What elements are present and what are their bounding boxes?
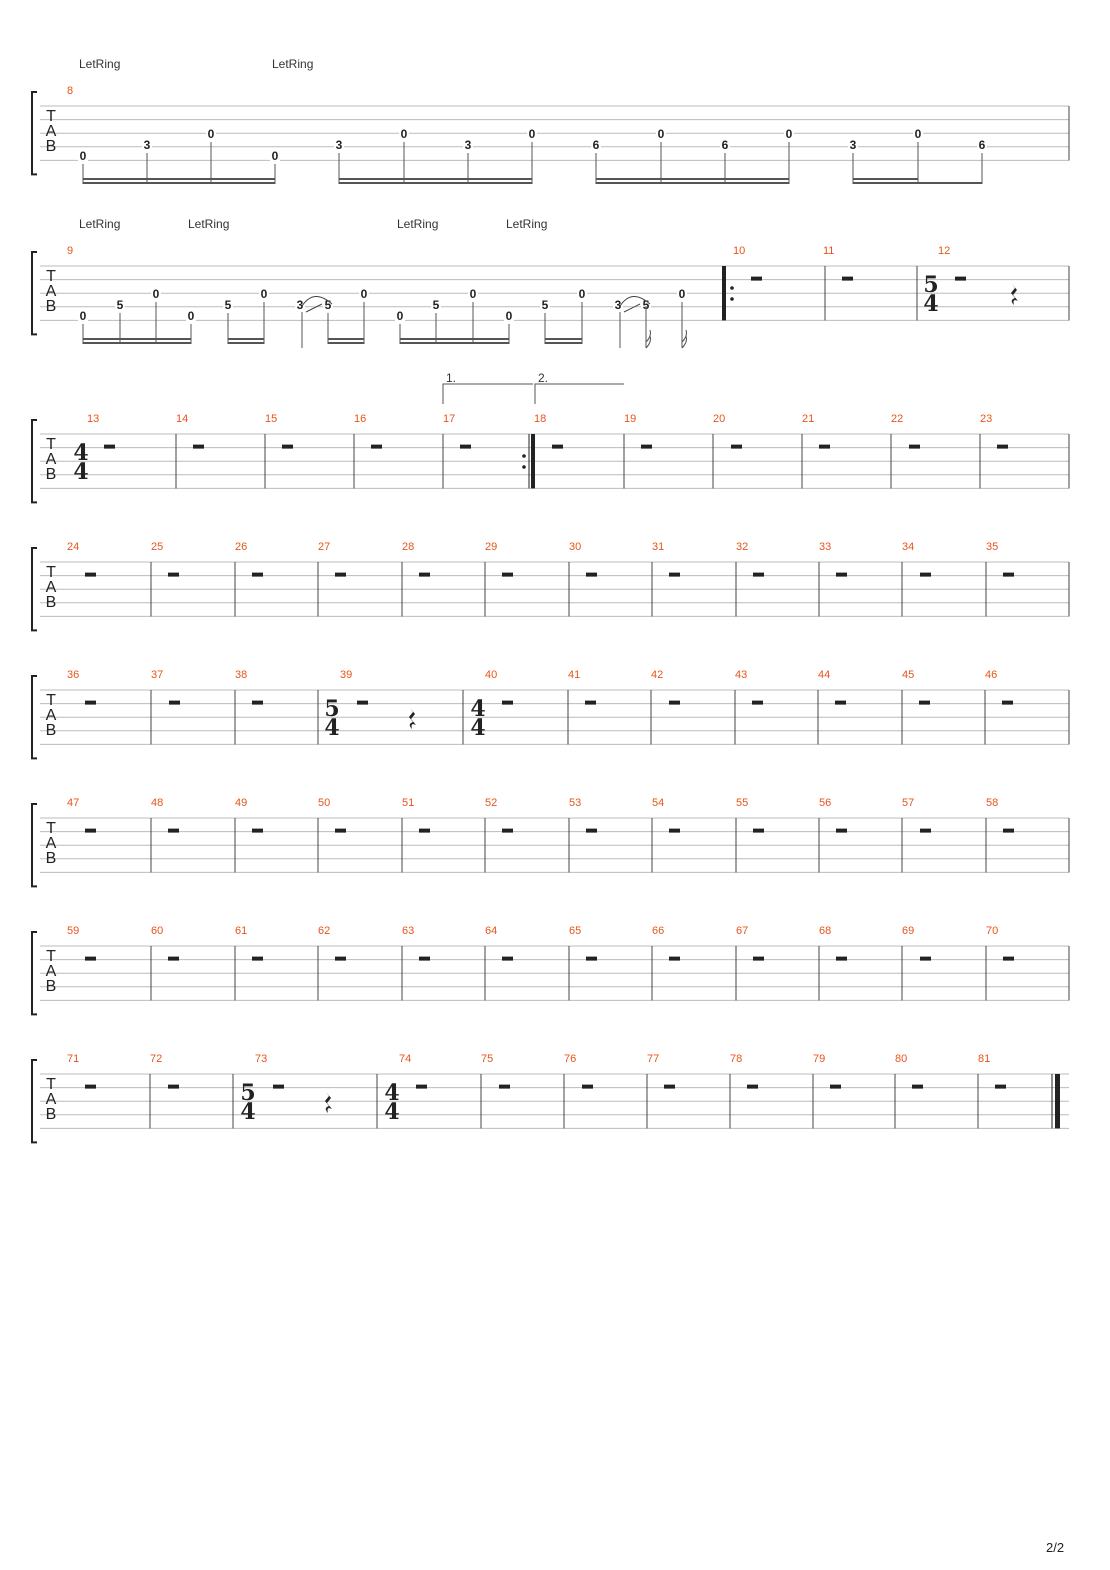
fret-number: 0: [271, 149, 279, 163]
time-signature-bottom: 4: [324, 715, 340, 741]
whole-rest: [585, 701, 596, 705]
measure-number: 51: [402, 797, 415, 809]
measure-number: 44: [818, 669, 831, 681]
fret-number: 3: [296, 298, 304, 312]
tab-clef-letter: A: [45, 283, 57, 300]
measure-number: 81: [978, 1053, 991, 1065]
note-beam: [228, 338, 264, 340]
measure-number: 49: [235, 797, 248, 809]
quarter-rest: [409, 708, 416, 729]
measure-number: 12: [938, 245, 951, 257]
whole-rest: [371, 445, 382, 449]
measure-number: 61: [235, 925, 248, 937]
tab-clef-letter: B: [45, 138, 57, 155]
tab-clef-letter: A: [45, 835, 57, 852]
whole-rest: [335, 573, 346, 577]
whole-rest: [252, 701, 263, 705]
whole-rest: [836, 957, 847, 961]
repeat-thick-bar: [531, 434, 535, 488]
whole-rest: [836, 829, 847, 833]
whole-rest: [582, 1085, 593, 1089]
measure-number: 35: [986, 541, 999, 553]
measure-number: 42: [651, 669, 664, 681]
whole-rest: [335, 829, 346, 833]
volta-bracket: [535, 384, 624, 404]
fret-number: 6: [721, 138, 729, 152]
measure-number: 20: [713, 413, 726, 425]
repeat-dot: [522, 454, 526, 458]
whole-rest: [85, 573, 96, 577]
page-number: 2/2: [1046, 1540, 1065, 1555]
repeat-dot: [522, 465, 526, 469]
measure-number: 50: [318, 797, 331, 809]
repeat-dot: [730, 286, 734, 290]
measure-number: 68: [819, 925, 832, 937]
time-signature-bottom: 4: [470, 715, 486, 741]
fret-number: 6: [978, 138, 986, 152]
note-beam: [83, 182, 275, 184]
measure-number: 66: [652, 925, 665, 937]
whole-rest: [955, 277, 966, 281]
whole-rest: [836, 573, 847, 577]
measure-number: 36: [67, 669, 80, 681]
fret-number: 5: [432, 298, 440, 312]
measure-number: 71: [67, 1053, 80, 1065]
measure-number: 31: [652, 541, 665, 553]
measure-number: 70: [986, 925, 999, 937]
quarter-rest: [1011, 284, 1018, 305]
note-beam: [83, 178, 275, 180]
whole-rest: [753, 829, 764, 833]
fret-number: 6: [592, 138, 600, 152]
measure-number: 34: [902, 541, 915, 553]
note-beam: [228, 342, 264, 344]
fret-number: 0: [360, 287, 368, 301]
volta-label: 2.: [538, 371, 549, 385]
slide-line: [624, 304, 640, 312]
note-beam: [339, 182, 532, 184]
measure-number: 59: [67, 925, 80, 937]
whole-rest: [502, 829, 513, 833]
measure-number: 76: [564, 1053, 577, 1065]
whole-rest: [586, 957, 597, 961]
fret-number: 0: [187, 309, 195, 323]
let-ring-label: LetRing: [188, 217, 230, 231]
measure-number: 22: [891, 413, 904, 425]
note-flag: [682, 330, 687, 348]
measure-number: 33: [819, 541, 832, 553]
whole-rest: [997, 445, 1008, 449]
whole-rest: [104, 445, 115, 449]
let-ring-label: LetRing: [397, 217, 439, 231]
measure-number: 29: [485, 541, 498, 553]
whole-rest: [664, 1085, 675, 1089]
whole-rest: [335, 957, 346, 961]
tab-clef-letter: B: [45, 722, 57, 739]
time-signature-top: 4: [384, 1080, 400, 1106]
whole-rest: [920, 829, 931, 833]
time-signature-top: 4: [73, 440, 89, 466]
measure-number: 73: [255, 1053, 268, 1065]
time-signature-bottom: 4: [384, 1099, 400, 1125]
whole-rest: [995, 1085, 1006, 1089]
time-signature-bottom: 4: [240, 1099, 256, 1125]
measure-number: 75: [481, 1053, 494, 1065]
measure-number: 8: [67, 85, 74, 97]
measure-number: 38: [235, 669, 248, 681]
measure-number: 24: [67, 541, 80, 553]
note-beam: [339, 178, 532, 180]
measure-number: 26: [235, 541, 248, 553]
measure-number: 78: [730, 1053, 743, 1065]
measure-number: 16: [354, 413, 367, 425]
time-signature-top: 5: [324, 696, 340, 722]
whole-rest: [909, 445, 920, 449]
measure-number: 64: [485, 925, 498, 937]
measure-number: 13: [87, 413, 100, 425]
tab-clef-letter: T: [46, 820, 56, 837]
fret-number: 0: [914, 127, 922, 141]
measure-number: 14: [176, 413, 189, 425]
whole-rest: [669, 829, 680, 833]
note-beam: [400, 338, 509, 340]
whole-rest: [586, 829, 597, 833]
measure-number: 54: [652, 797, 665, 809]
tab-clef-letter: A: [45, 963, 57, 980]
note-beam: [596, 178, 789, 180]
whole-rest: [252, 957, 263, 961]
tab-clef-letter: A: [45, 123, 57, 140]
whole-rest: [669, 573, 680, 577]
note-beam: [853, 182, 982, 184]
whole-rest: [460, 445, 471, 449]
note-beam: [83, 338, 191, 340]
measure-number: 79: [813, 1053, 826, 1065]
tab-clef-letter: B: [45, 850, 57, 867]
time-signature-top: 5: [240, 1080, 256, 1106]
time-signature-top: 4: [470, 696, 486, 722]
whole-rest: [830, 1085, 841, 1089]
fret-number: 5: [541, 298, 549, 312]
fret-number: 0: [469, 287, 477, 301]
note-beam: [328, 342, 364, 344]
whole-rest: [85, 957, 96, 961]
measure-number: 15: [265, 413, 278, 425]
measure-number: 67: [736, 925, 749, 937]
tab-clef-letter: T: [46, 948, 56, 965]
fret-number: 5: [116, 298, 124, 312]
measure-number: 30: [569, 541, 582, 553]
measure-number: 37: [151, 669, 164, 681]
fret-number: 0: [785, 127, 793, 141]
let-ring-label: LetRing: [272, 57, 314, 71]
fret-number: 0: [505, 309, 513, 323]
measure-number: 63: [402, 925, 415, 937]
whole-rest: [552, 445, 563, 449]
system-bracket: [32, 676, 37, 758]
let-ring-label: LetRing: [79, 57, 121, 71]
whole-rest: [357, 701, 368, 705]
tab-clef-letter: B: [45, 466, 57, 483]
whole-rest: [252, 573, 263, 577]
system-bracket: [32, 252, 37, 334]
whole-rest: [168, 573, 179, 577]
whole-rest: [502, 573, 513, 577]
whole-rest: [168, 1085, 179, 1089]
fret-number: 0: [528, 127, 536, 141]
system-bracket: [32, 932, 37, 1014]
system-bracket: [32, 92, 37, 174]
fret-number: 0: [578, 287, 586, 301]
fret-number: 3: [335, 138, 343, 152]
measure-number: 47: [67, 797, 80, 809]
measure-number: 56: [819, 797, 832, 809]
fret-number: 0: [678, 287, 686, 301]
fret-number: 5: [324, 298, 332, 312]
note-beam: [83, 342, 191, 344]
tab-clef-letter: A: [45, 1091, 57, 1108]
fret-number: 3: [143, 138, 151, 152]
whole-rest: [752, 701, 763, 705]
whole-rest: [416, 1085, 427, 1089]
measure-number: 48: [151, 797, 164, 809]
whole-rest: [252, 829, 263, 833]
whole-rest: [168, 829, 179, 833]
note-beam: [328, 338, 364, 340]
fret-number: 0: [657, 127, 665, 141]
measure-number: 28: [402, 541, 415, 553]
fret-number: 3: [464, 138, 472, 152]
fret-number: 5: [224, 298, 232, 312]
whole-rest: [85, 701, 96, 705]
whole-rest: [835, 701, 846, 705]
fret-number: 0: [152, 287, 160, 301]
whole-rest: [1003, 957, 1014, 961]
whole-rest: [499, 1085, 510, 1089]
repeat-thick-bar: [722, 266, 726, 320]
measure-number: 43: [735, 669, 748, 681]
whole-rest: [920, 573, 931, 577]
tab-clef-letter: B: [45, 298, 57, 315]
volta-bracket: [443, 384, 533, 404]
system-bracket: [32, 420, 37, 502]
whole-rest: [641, 445, 652, 449]
let-ring-label: LetRing: [79, 217, 121, 231]
whole-rest: [282, 445, 293, 449]
whole-rest: [168, 957, 179, 961]
measure-number: 69: [902, 925, 915, 937]
tab-clef-letter: B: [45, 978, 57, 995]
tab-clef-letter: A: [45, 451, 57, 468]
measure-number: 39: [340, 669, 353, 681]
system-bracket: [32, 804, 37, 886]
whole-rest: [1002, 701, 1013, 705]
note-beam: [545, 338, 582, 340]
measure-number: 77: [647, 1053, 660, 1065]
tab-clef-letter: T: [46, 692, 56, 709]
whole-rest: [193, 445, 204, 449]
measure-number: 58: [986, 797, 999, 809]
whole-rest: [273, 1085, 284, 1089]
whole-rest: [85, 1085, 96, 1089]
whole-rest: [747, 1085, 758, 1089]
whole-rest: [419, 573, 430, 577]
fret-number: 3: [614, 298, 622, 312]
measure-number: 55: [736, 797, 749, 809]
final-thick-bar: [1055, 1074, 1060, 1128]
whole-rest: [753, 957, 764, 961]
whole-rest: [751, 277, 762, 281]
tab-clef-letter: T: [46, 108, 56, 125]
system-bracket: [32, 1060, 37, 1142]
tab-clef-letter: B: [45, 594, 57, 611]
fret-number: 0: [79, 309, 87, 323]
volta-label: 1.: [446, 371, 457, 385]
tab-clef-letter: A: [45, 579, 57, 596]
whole-rest: [819, 445, 830, 449]
measure-number: 53: [569, 797, 582, 809]
measure-number: 46: [985, 669, 998, 681]
whole-rest: [586, 573, 597, 577]
whole-rest: [419, 957, 430, 961]
fret-number: 0: [207, 127, 215, 141]
whole-rest: [419, 829, 430, 833]
whole-rest: [502, 701, 513, 705]
whole-rest: [919, 701, 930, 705]
measure-number: 52: [485, 797, 498, 809]
measure-number: 72: [150, 1053, 163, 1065]
time-signature-top: 5: [923, 272, 939, 298]
whole-rest: [85, 829, 96, 833]
whole-rest: [753, 573, 764, 577]
measure-number: 9: [67, 245, 74, 257]
measure-number: 74: [399, 1053, 412, 1065]
measure-number: 65: [569, 925, 582, 937]
fret-number: 3: [849, 138, 857, 152]
fret-number: 0: [79, 149, 87, 163]
let-ring-label: LetRing: [506, 217, 548, 231]
whole-rest: [1003, 573, 1014, 577]
measure-number: 19: [624, 413, 637, 425]
note-beam: [596, 182, 789, 184]
tab-clef-letter: A: [45, 707, 57, 724]
measure-number: 11: [823, 245, 835, 257]
whole-rest: [169, 701, 180, 705]
note-beam: [853, 178, 918, 180]
fret-number: 5: [642, 298, 650, 312]
measure-number: 80: [895, 1053, 908, 1065]
whole-rest: [502, 957, 513, 961]
tab-clef-letter: T: [46, 1076, 56, 1093]
measure-number: 21: [802, 413, 815, 425]
note-beam: [400, 342, 509, 344]
measure-number: 10: [733, 245, 746, 257]
tab-clef-letter: T: [46, 564, 56, 581]
measure-number: 57: [902, 797, 915, 809]
time-signature-bottom: 4: [923, 291, 939, 317]
measure-number: 27: [318, 541, 331, 553]
whole-rest: [842, 277, 853, 281]
measure-number: 45: [902, 669, 915, 681]
measure-number: 40: [485, 669, 498, 681]
whole-rest: [669, 701, 680, 705]
measure-number: 32: [736, 541, 749, 553]
measure-number: 25: [151, 541, 164, 553]
system-bracket: [32, 548, 37, 630]
tab-clef-letter: T: [46, 436, 56, 453]
quarter-rest: [325, 1092, 332, 1113]
whole-rest: [731, 445, 742, 449]
fret-number: 0: [400, 127, 408, 141]
whole-rest: [1003, 829, 1014, 833]
time-signature-bottom: 4: [73, 459, 89, 485]
measure-number: 62: [318, 925, 331, 937]
whole-rest: [669, 957, 680, 961]
measure-number: 18: [534, 413, 547, 425]
repeat-dot: [730, 297, 734, 301]
slide-line: [306, 304, 322, 312]
measure-number: 41: [568, 669, 581, 681]
tab-clef-letter: T: [46, 268, 56, 285]
note-beam: [545, 342, 582, 344]
measure-number: 17: [443, 413, 456, 425]
fret-number: 0: [260, 287, 268, 301]
note-flag: [646, 330, 651, 348]
whole-rest: [912, 1085, 923, 1089]
measure-number: 23: [980, 413, 993, 425]
whole-rest: [920, 957, 931, 961]
fret-number: 0: [396, 309, 404, 323]
measure-number: 60: [151, 925, 164, 937]
tab-clef-letter: B: [45, 1106, 57, 1123]
